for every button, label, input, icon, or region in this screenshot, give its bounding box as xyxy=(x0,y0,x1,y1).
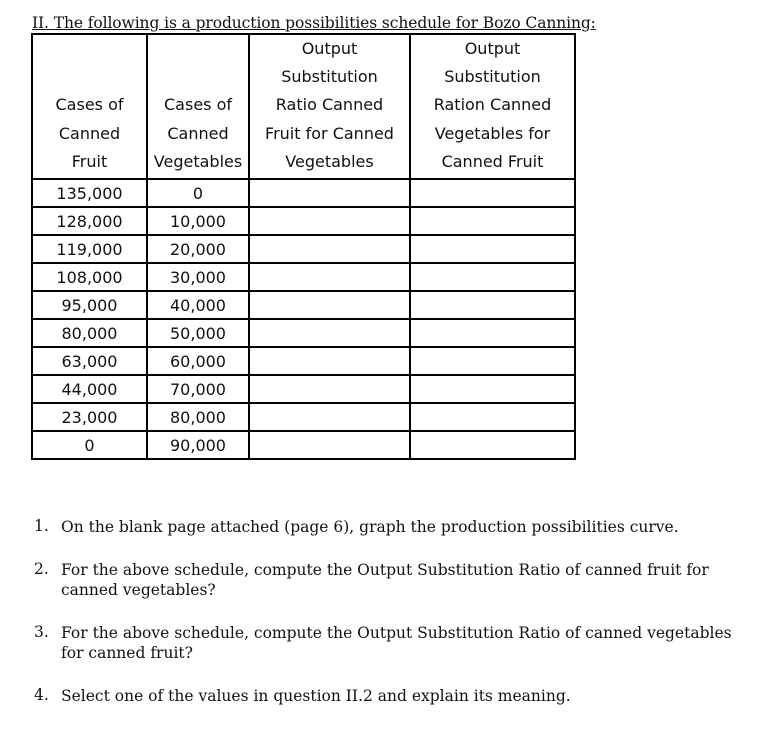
cell-cases-fruit: 119,000 xyxy=(32,235,147,263)
header-line: Canned xyxy=(58,123,121,143)
cell-cases-fruit: 135,000 xyxy=(32,179,147,207)
cell-osr-vegetables-for-fruit[interactable] xyxy=(410,319,575,347)
question-text: Select one of the values in question II.2 and explain its meaning. xyxy=(61,687,571,705)
question-text: For the above schedule, compute the Output Substitution Ratio of canned fruit for canned vegetables? xyxy=(61,561,709,599)
header-line: Output xyxy=(464,39,521,58)
header-cases-canned-vegetables xyxy=(147,34,249,179)
header-line: Canned xyxy=(167,123,229,143)
header-line: Output xyxy=(301,39,358,58)
cell-cases-fruit: 63,000 xyxy=(32,347,147,375)
table-header-row xyxy=(32,34,575,179)
header-line: Fruit xyxy=(71,151,108,171)
question-number: 4. xyxy=(34,686,49,704)
header-osr-vegetables-for-fruit xyxy=(410,34,575,179)
header-line: Ratio Canned xyxy=(275,95,384,115)
cell-osr-fruit-for-vegetables[interactable] xyxy=(249,347,410,375)
header-line: Vegetables for xyxy=(434,123,551,143)
cell-cases-vegetables: 90,000 xyxy=(147,431,249,459)
cell-cases-fruit: 128,000 xyxy=(32,207,147,235)
table-row xyxy=(32,263,575,291)
table-row xyxy=(32,403,575,431)
header-line: Cases of xyxy=(55,95,124,115)
header-osr-fruit-for-vegetables xyxy=(249,34,410,179)
table-row xyxy=(32,347,575,375)
cell-cases-fruit: 108,000 xyxy=(32,263,147,291)
table-row xyxy=(32,375,575,403)
header-line: Fruit for Canned xyxy=(265,123,394,143)
cell-osr-fruit-for-vegetables[interactable] xyxy=(249,319,410,347)
cell-cases-vegetables: 50,000 xyxy=(147,319,249,347)
question-text: On the blank page attached (page 6), graph the production possibilities curve. xyxy=(61,518,679,536)
cell-osr-vegetables-for-fruit[interactable] xyxy=(410,179,575,207)
header-line: Substitution xyxy=(444,67,541,87)
table-row xyxy=(32,235,575,263)
header-line: Substitution xyxy=(281,67,378,87)
cell-osr-vegetables-for-fruit[interactable] xyxy=(410,291,575,319)
cell-osr-vegetables-for-fruit[interactable] xyxy=(410,207,575,235)
header-line: Ration Canned xyxy=(433,95,552,115)
production-possibilities-table xyxy=(31,33,576,460)
table-row xyxy=(32,207,575,235)
cell-cases-vegetables: 30,000 xyxy=(147,263,249,291)
cell-cases-vegetables: 60,000 xyxy=(147,347,249,375)
cell-osr-fruit-for-vegetables[interactable] xyxy=(249,291,410,319)
table-row xyxy=(32,291,575,319)
cell-cases-fruit: 95,000 xyxy=(32,291,147,319)
cell-osr-fruit-for-vegetables[interactable] xyxy=(249,207,410,235)
cell-cases-fruit: 44,000 xyxy=(32,375,147,403)
cell-cases-fruit: 23,000 xyxy=(32,403,147,431)
question-number: 3. xyxy=(34,623,49,641)
cell-osr-fruit-for-vegetables[interactable] xyxy=(249,235,410,263)
table-row xyxy=(32,179,575,207)
cell-osr-vegetables-for-fruit[interactable] xyxy=(410,235,575,263)
cell-osr-vegetables-for-fruit[interactable] xyxy=(410,403,575,431)
question-text: For the above schedule, compute the Output Substitution Ratio of canned vegetables for canned fruit? xyxy=(61,624,732,662)
cell-osr-fruit-for-vegetables[interactable] xyxy=(249,263,410,291)
cell-osr-fruit-for-vegetables[interactable] xyxy=(249,375,410,403)
table-row xyxy=(32,431,575,459)
table-row xyxy=(32,319,575,347)
header-line: Cases of xyxy=(164,95,232,115)
header-line: Canned Fruit xyxy=(441,151,544,171)
header-line: Vegetables xyxy=(285,151,374,171)
cell-osr-fruit-for-vegetables[interactable] xyxy=(249,403,410,431)
cell-osr-fruit-for-vegetables[interactable] xyxy=(249,179,410,207)
cell-osr-vegetables-for-fruit[interactable] xyxy=(410,347,575,375)
cell-osr-vegetables-for-fruit[interactable] xyxy=(410,431,575,459)
header-cases-canned-fruit xyxy=(32,34,147,179)
cell-cases-fruit: 0 xyxy=(32,431,147,459)
cell-cases-vegetables: 0 xyxy=(147,179,249,207)
cell-cases-vegetables: 80,000 xyxy=(147,403,249,431)
cell-cases-fruit: 80,000 xyxy=(32,319,147,347)
cell-cases-vegetables: 40,000 xyxy=(147,291,249,319)
cell-cases-vegetables: 10,000 xyxy=(147,207,249,235)
cell-osr-vegetables-for-fruit[interactable] xyxy=(410,263,575,291)
cell-osr-fruit-for-vegetables[interactable] xyxy=(249,431,410,459)
cell-osr-vegetables-for-fruit[interactable] xyxy=(410,375,575,403)
header-line: Vegetables xyxy=(153,151,243,171)
cell-cases-vegetables: 70,000 xyxy=(147,375,249,403)
question-number: 2. xyxy=(34,560,49,578)
cell-cases-vegetables: 20,000 xyxy=(147,235,249,263)
question-number: 1. xyxy=(34,517,49,535)
section-heading: II. The following is a production possibilities schedule for Bozo Canning: xyxy=(32,14,596,32)
